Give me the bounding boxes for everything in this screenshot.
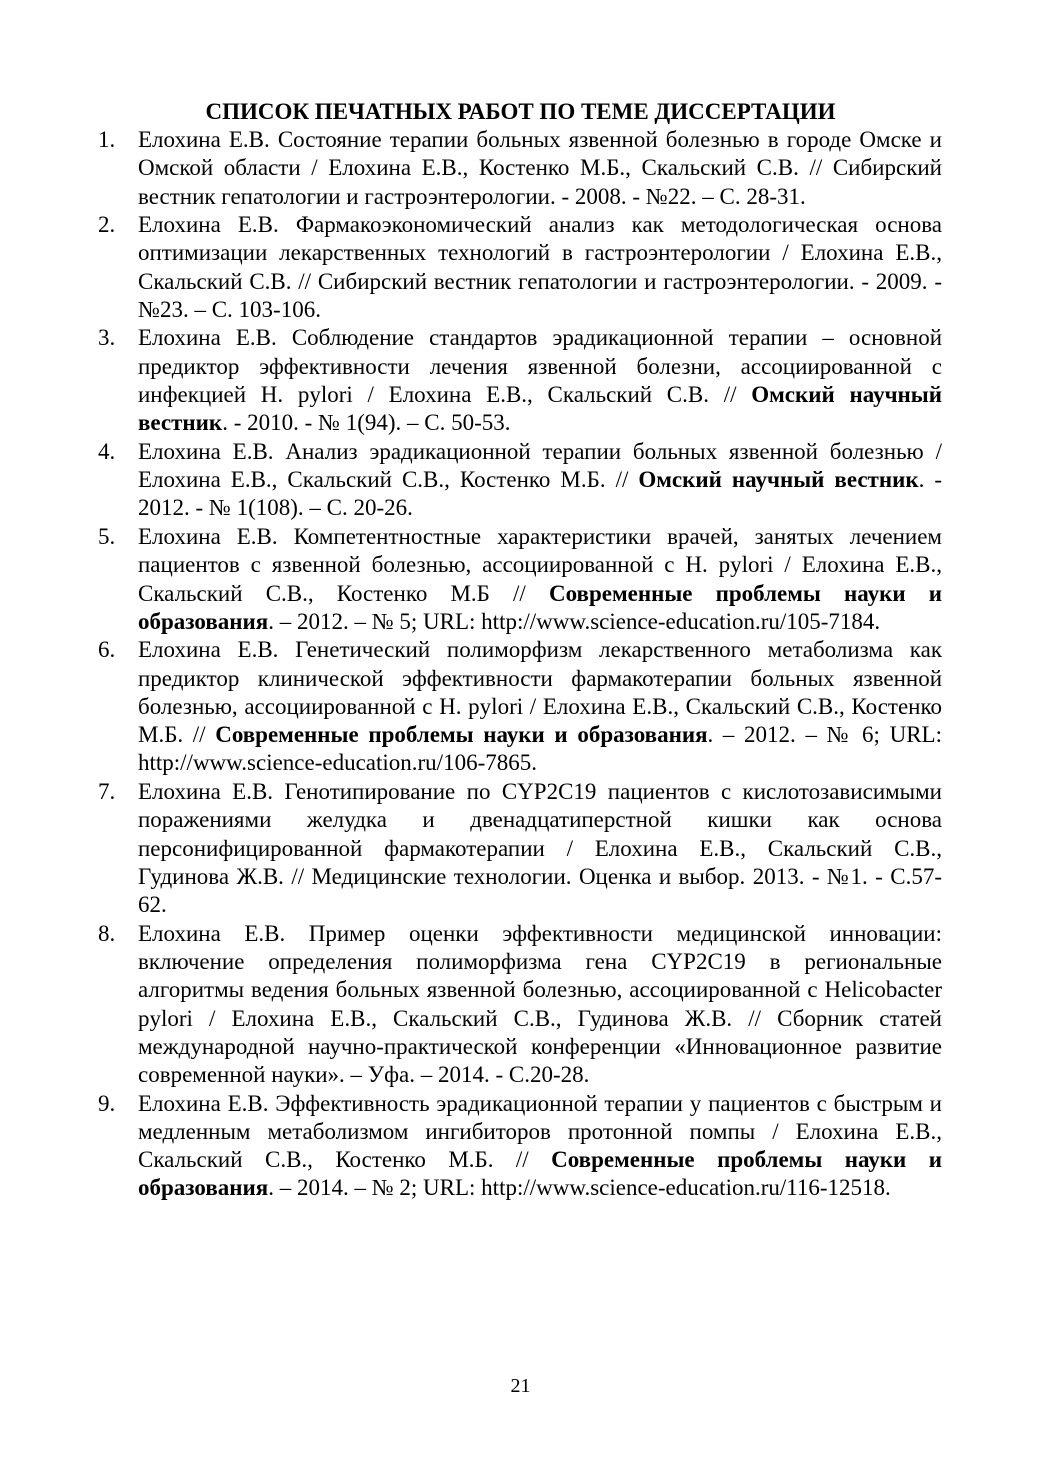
journal-name: Омский научный вестник [638,467,919,493]
reference-text-part: Елохина Е.В. Состояние терапии больных язвенной болезнью в городе Омске и Омской области / Елохина Е.В., Костенко М.Б., Скальский С.В. // Сибирский вестник гепатологии и гастроэнтерологии. - 2008. - №22. – С. 28-31. [138,127,942,209]
reference-text-part: . - 2012. - № 1(108). – С. 20-26. [138,467,942,521]
journal-name: Современные проблемы науки и образования [215,722,708,748]
journal-name: Современные проблемы науки и образования [138,1147,942,1201]
reference-text [138,637,942,775]
reference-number: 4. [98,438,116,464]
reference-text [138,524,942,634]
reference-item [98,523,942,636]
reference-number: 2. [98,212,116,238]
reference-item [98,636,942,777]
reference-text [138,779,942,917]
reference-text [138,439,942,521]
reference-text-part: Елохина Е.В. Генотипирование по CYP2C19 пациентов с кислотозависимыми поражениями желудка и двенадцатиперстной кишки как основа персонифицированной фармакотерапии / Елохина Е.В., Скальский С.В., Гудинова Ж.В. // Медицинские технологии. Оценка и выбор. 2013. - №1. - С.57-62. [138,778,942,918]
reference-number: 6. [98,637,116,663]
reference-text-part: . – 2012. – № 6; URL: http://www.science-education.ru/106-7865. [138,722,942,776]
reference-text-part: Елохина Е.В. Генетический полиморфизм лекарственного метаболизма как предиктор клинической эффективности фармакотерапии больных язвенной болезнью, ассоциированной с H. pylori / Елохина Е.В., Скальский С.В., Костенко М.Б. // [138,637,942,748]
reference-text-part: . - 2010. - № 1(94). – С. 50-53. [222,410,511,436]
reference-item [98,324,942,437]
reference-text-part: Елохина Е.В. Компетентностные характеристики врачей, занятых лечением пациентов с язвенной болезнью, ассоциированной с H. pylori / Елохина Е.В., Скальский С.В., Костенко М.Б // [138,523,942,606]
reference-number: 7. [98,778,116,804]
document-title: СПИСОК ПЕЧАТНЫХ РАБОТ ПО ТЕМЕ ДИССЕРТАЦИИ [205,99,836,124]
reference-text [138,325,942,435]
reference-item [98,438,942,523]
reference-number: 3. [98,325,116,351]
reference-text-part: . – 2014. – № 2; URL: http://www.science-education.ru/116-12518. [268,1175,891,1201]
reference-item [98,1090,942,1203]
reference-text [138,1091,942,1201]
reference-text-part: Елохина Е.В. Анализ эрадикационной терапии больных язвенной болезнью / Елохина Е.В., Скальский С.В., Костенко М.Б. // [138,438,942,493]
reference-number: 9. [98,1090,116,1116]
references-list [98,126,942,1203]
reference-text [138,921,942,1087]
reference-number: 8. [98,920,116,946]
journal-name: Омский научный вестник [138,382,943,436]
page-number: 21 [510,1375,531,1397]
reference-text-part: Елохина Е.В. Пример оценки эффективности медицинской инновации: включение определения полиморфизма гена CYP2C19 в региональные алгоритмы ведения больных язвенной болезнью, ассоциированной с Helicobacter pylori / Елохина Е.В., Скальский С.В., Гудинова Ж.В. // Сборник статей международной научно-практической конференции «Инновационное развитие современной науки». – Уфа. – 2014. - С.20-28. [138,920,942,1088]
reference-item [98,920,942,1090]
reference-text-part: Елохина Е.В. Соблюдение стандартов эрадикационной терапии – основной предиктор эффективности лечения язвенной болезни, ассоциированной с инфекцией H. pylori / Елохина Е.В., Скальский С.В. // [138,325,942,408]
reference-text [138,127,942,209]
reference-item [98,778,942,919]
reference-text-part: Елохина Е.В. Эффективность эрадикационной терапии у пациентов с быстрым и медленным метаболизмом ингибиторов протонной помпы / Елохина Е.В., Скальский С.В., Костенко М.Б. // [138,1090,942,1173]
reference-item [98,126,942,211]
reference-number: 5. [98,523,116,549]
reference-number: 1. [98,127,116,152]
reference-text-part: . – 2012. – № 5; URL: http://www.science-education.ru/105-7184. [268,608,881,634]
reference-text [138,212,942,322]
reference-text-part: Елохина Е.В. Фармакоэкономический анализ как методологическая основа оптимизации лекарственных технологий в гастроэнтерологии / Елохина Е.В., Скальский С.В. // Сибирский вестник гепатологии и гастроэнтерологии. - 2009. - №23. – С. 103-106. [138,212,942,322]
reference-item [98,211,942,324]
journal-name: Современные проблемы науки и образования [138,580,942,634]
